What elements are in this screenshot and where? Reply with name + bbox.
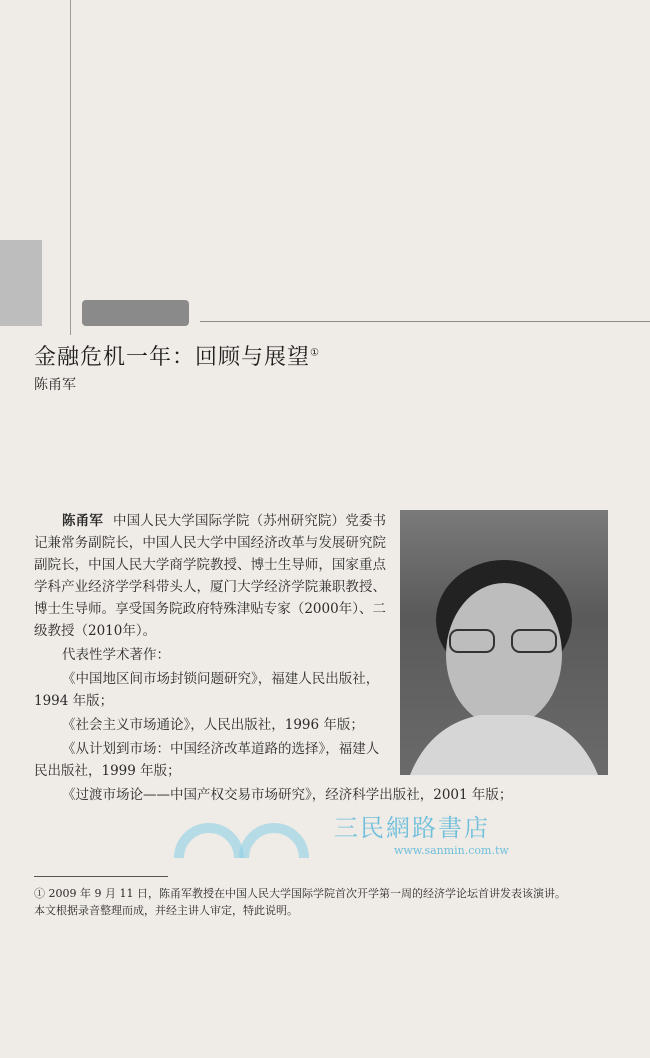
title-text: 金融危机一年：回顾与展望: [34, 345, 311, 370]
portrait-image: [400, 510, 608, 775]
article-body: [34, 510, 608, 919]
watermark: [34, 814, 608, 862]
margin-rule: [70, 0, 71, 335]
bio-text: 中国人民大学国际学院（苏州研究院）党委书记兼常务副院长，中国人民大学中国经济改革与发展研究院副院长，中国人民大学商学院教授、博士生导师，国家重点学科产业经济学学科带头人，厦门大学经济学院兼职教授、博士生导师。享受国务院政府特殊津贴专家（2000年）、二级教授（2010年）。: [34, 513, 387, 639]
chapter-marker-block: [0, 240, 42, 326]
bio-name: 陈甬军: [62, 513, 103, 529]
footnote-marker: ①: [310, 347, 320, 359]
work-item: 《中国地区间市场封锁问题研究》，福建人民出版社，1994 年版；: [34, 671, 380, 709]
works-heading: 代表性学术著作：: [62, 647, 170, 663]
watermark-url: www.sanmin.com.tw: [394, 844, 509, 857]
work-item: 《从计划到市场：中国经济改革道路的选择》，福建人民出版社，1999 年版；: [34, 741, 380, 779]
work-item: 《社会主义市场通论》，人民出版社，1996 年版；: [62, 717, 364, 733]
watermark-logo-icon: [174, 814, 314, 860]
work-item: 《过渡市场论——中国产权交易市场研究》，经济科学出版社，2001 年版；: [62, 787, 513, 803]
article-title: [34, 340, 320, 371]
watermark-text: 三民網路書店: [334, 814, 490, 842]
article-author: 陈甬军: [34, 377, 76, 393]
section-tab: [82, 300, 189, 326]
header-rule: [200, 321, 650, 322]
footnote: ① 2009 年 9 月 11 日，陈甬军教授在中国人民大学国际学院首次开学第一周的经济学论坛首讲发表该演讲。本文根据录音整理而成，并经主讲人审定，特此说明。: [34, 887, 566, 917]
author-photo: [400, 510, 608, 775]
footnote-rule: [34, 876, 168, 877]
